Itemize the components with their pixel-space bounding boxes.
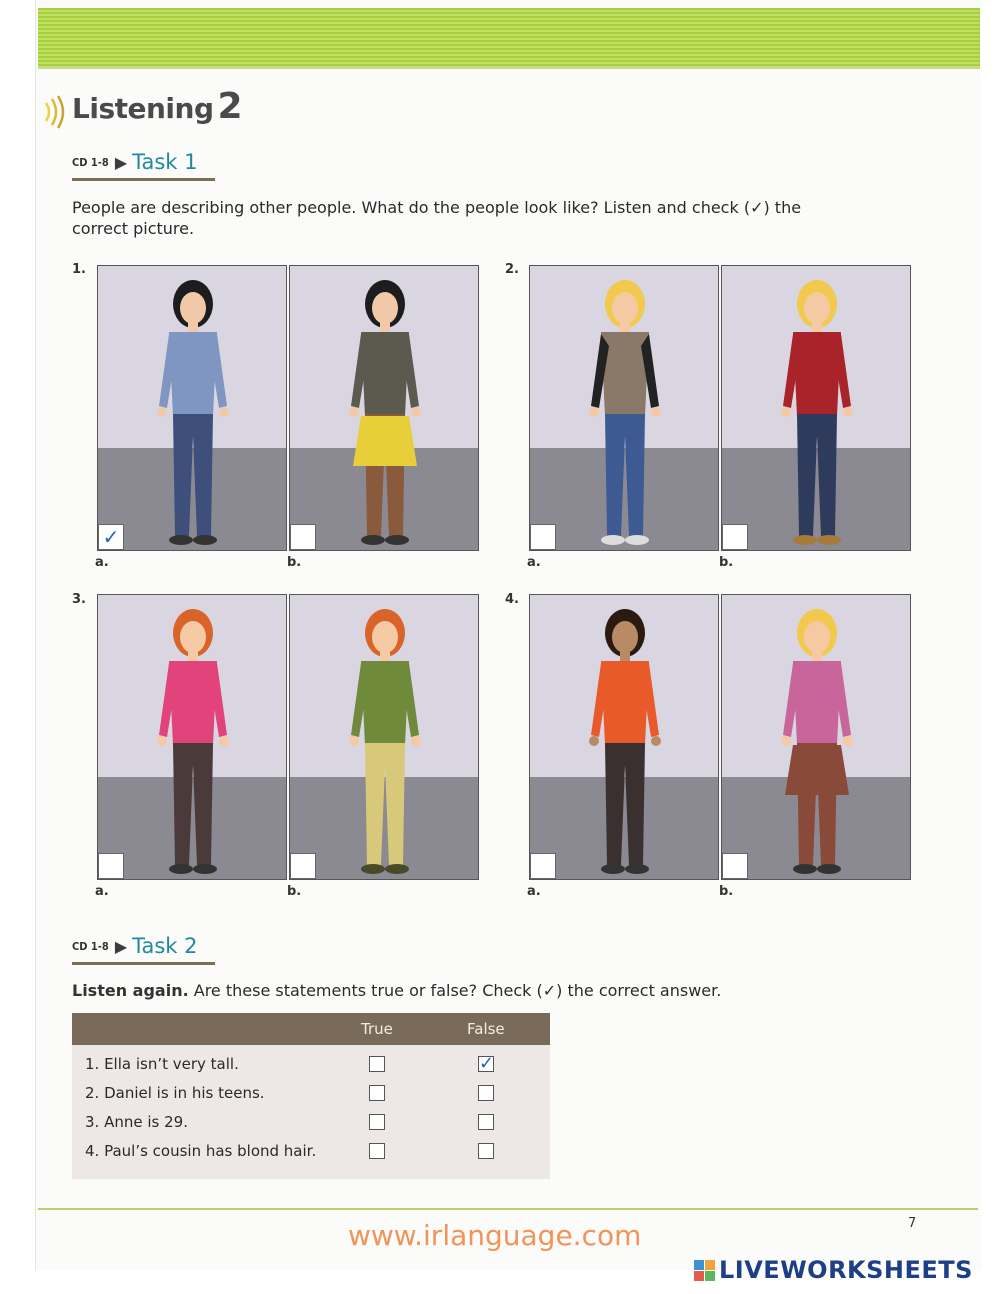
table-row xyxy=(72,1080,550,1108)
title-word: Listening xyxy=(72,92,214,125)
false-checkbox[interactable] xyxy=(478,1114,494,1130)
task2-instruction-bold: Listen again. xyxy=(72,981,189,1000)
option-letter: a. xyxy=(95,884,109,899)
page-number: 7 xyxy=(908,1216,917,1231)
task2-instruction xyxy=(72,980,862,1001)
title-number: 2 xyxy=(217,86,243,127)
picture-option xyxy=(529,594,719,880)
play-arrow-icon: ▶ xyxy=(114,152,128,172)
table-row xyxy=(72,1138,550,1166)
true-checkbox[interactable] xyxy=(369,1056,385,1072)
page-title xyxy=(72,86,242,127)
false-checkbox[interactable] xyxy=(478,1143,494,1159)
person-illustration xyxy=(290,595,479,880)
table-row xyxy=(72,1051,550,1079)
statement-text: 2. Daniel is in his teens. xyxy=(85,1084,265,1102)
table-header xyxy=(72,1013,550,1045)
task2-heading xyxy=(72,934,197,958)
true-checkbox[interactable] xyxy=(369,1114,385,1130)
question-number: 3. xyxy=(72,592,86,607)
option-letter: a. xyxy=(95,555,109,570)
false-checkbox[interactable]: ✓ xyxy=(479,1053,495,1074)
task2-underline xyxy=(72,962,215,965)
cd-track-label: CD 1-8 xyxy=(72,939,109,953)
question-number: 1. xyxy=(72,262,86,277)
task1-underline xyxy=(72,178,215,181)
picture-option xyxy=(721,265,911,551)
answer-checkbox[interactable] xyxy=(530,524,556,550)
false-checkbox[interactable] xyxy=(478,1085,494,1101)
answer-checkbox[interactable] xyxy=(530,853,556,879)
person-illustration xyxy=(722,595,911,880)
website-watermark[interactable]: www.irlanguage.com xyxy=(348,1219,642,1252)
liveworksheets-logo[interactable] xyxy=(694,1256,973,1284)
sound-waves-icon xyxy=(40,95,70,129)
option-letter: a. xyxy=(527,884,541,899)
task1-heading xyxy=(72,150,197,174)
picture-option xyxy=(289,265,479,551)
true-checkbox[interactable] xyxy=(369,1143,385,1159)
person-illustration xyxy=(722,266,911,551)
answer-checkbox[interactable] xyxy=(290,853,316,879)
person-illustration xyxy=(530,595,719,880)
person-illustration xyxy=(290,266,479,551)
task2-instruction-rest: Are these statements true or false? Check (✓) the correct answer. xyxy=(188,981,722,1000)
column-true: True xyxy=(361,1020,393,1038)
footer-rule xyxy=(38,1208,978,1210)
picture-option xyxy=(97,594,287,880)
picture-option xyxy=(289,594,479,880)
answer-checkbox[interactable] xyxy=(722,524,748,550)
statement-text: 4. Paul’s cousin has blond hair. xyxy=(85,1142,317,1160)
answer-checkbox[interactable] xyxy=(722,853,748,879)
cd-track-label: CD 1-8 xyxy=(72,155,109,169)
statement-text: 1. Ella isn’t very tall. xyxy=(85,1055,239,1073)
answer-checkbox[interactable]: ✓ xyxy=(98,524,124,550)
task2-title: Task 2 xyxy=(132,934,198,958)
question-number: 4. xyxy=(505,592,519,607)
answer-checkbox[interactable] xyxy=(98,853,124,879)
true-checkbox[interactable] xyxy=(369,1085,385,1101)
header-rule xyxy=(38,66,980,69)
table-row xyxy=(72,1109,550,1137)
brand-name: LIVEWORKSHEETS xyxy=(719,1256,973,1284)
option-letter: b. xyxy=(719,884,734,899)
column-false: False xyxy=(467,1020,505,1038)
header-stripe xyxy=(38,8,980,66)
picture-option xyxy=(97,265,287,551)
person-illustration xyxy=(530,266,719,551)
option-letter: b. xyxy=(287,555,302,570)
task1-instruction: People are describing other people. What do the people look like? Listen and check (✓) the correct picture. xyxy=(72,198,802,238)
task1-title: Task 1 xyxy=(132,150,198,174)
option-letter: b. xyxy=(287,884,302,899)
true-false-table xyxy=(72,1013,550,1179)
person-illustration xyxy=(98,266,287,551)
question-number: 2. xyxy=(505,262,519,277)
statement-text: 3. Anne is 29. xyxy=(85,1113,188,1131)
option-letter: b. xyxy=(719,555,734,570)
picture-option xyxy=(721,594,911,880)
option-letter: a. xyxy=(527,555,541,570)
play-arrow-icon: ▶ xyxy=(114,936,128,956)
picture-option xyxy=(529,265,719,551)
person-illustration xyxy=(98,595,287,880)
answer-checkbox[interactable] xyxy=(290,524,316,550)
liveworksheets-grid-icon xyxy=(694,1260,715,1281)
